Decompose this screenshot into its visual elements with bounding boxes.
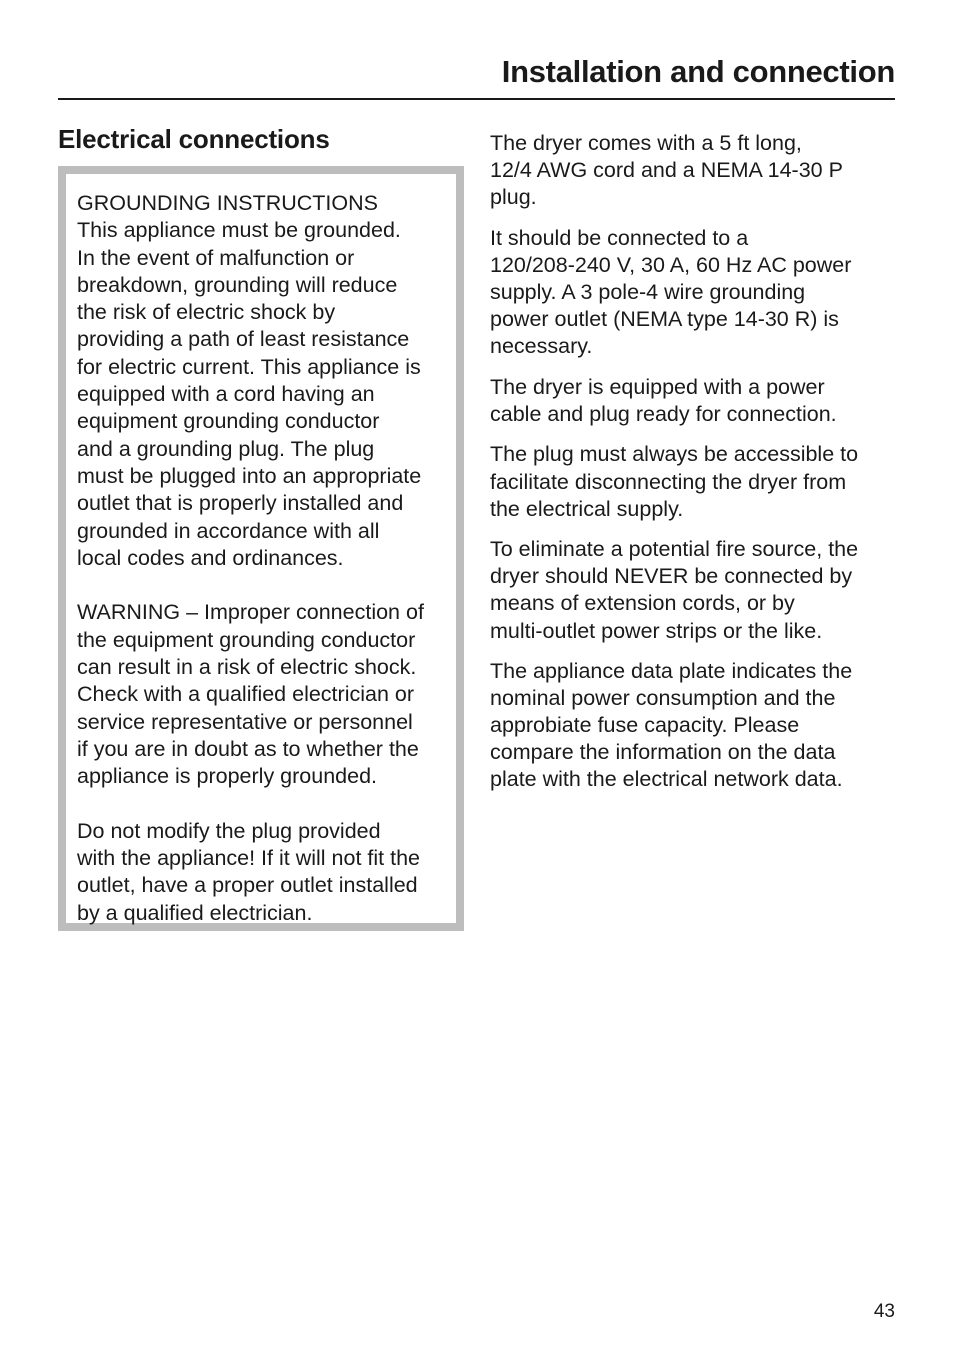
power-cable-paragraph: The dryer is equipped with a power cable and plug ready for connection. [490, 374, 837, 426]
section-heading: Electrical connections [58, 124, 330, 154]
power-supply-paragraph: It should be connected to a 120/208-240 V, 30 A, 60 Hz AC power supply. A 3 pole-4 wire grounding power outlet (NEMA type 14-30 R) is necessary. [490, 225, 852, 359]
page-title: Installation and connection [501, 54, 895, 89]
grounding-instructions-box [58, 166, 464, 931]
cord-specification-paragraph: The dryer comes with a 5 ft long, 12/4 AWG cord and a NEMA 14-30 P plug. [490, 131, 843, 210]
warning-text: WARNING – Improper connection of the equipment grounding conductor can result in a risk of electric shock. Check with a qualified electrician or service representative or personnel if you are in doubt as to whether the appliance is properly grounded. [77, 600, 424, 789]
grounding-instructions-text: GROUNDING INSTRUCTIONS This appliance must be grounded. In the event of malfunction or breakdown, grounding will reduce the risk of electric shock by providing a path of least resistance for electric current. This appliance is equipped with a cord having an equipment grounding conductor and a grounding plug. The plug must be plugged into an appropriate outlet that is properly installed and grounded in accordance with all local codes and ordinances. [77, 191, 422, 570]
fire-source-paragraph: To eliminate a potential fire source, the dryer should NEVER be connected by means of extension cords, or by multi-outlet power strips or the like. [490, 537, 859, 643]
page-number: 43 [873, 1301, 895, 1322]
plug-accessibility-paragraph: The plug must always be accessible to facilitate disconnecting the dryer from the electrical supply. [490, 442, 859, 521]
page-header [58, 50, 895, 100]
right-column [490, 130, 900, 807]
data-plate-paragraph: The appliance data plate indicates the nominal power consumption and the approbiate fuse capacity. Please compare the information on the data plate with the electrical network data. [490, 659, 853, 792]
plug-modification-text: Do not modify the plug provided with the appliance! If it will not fit the outlet, have a proper outlet installed by a qualified electrician. [77, 818, 420, 925]
